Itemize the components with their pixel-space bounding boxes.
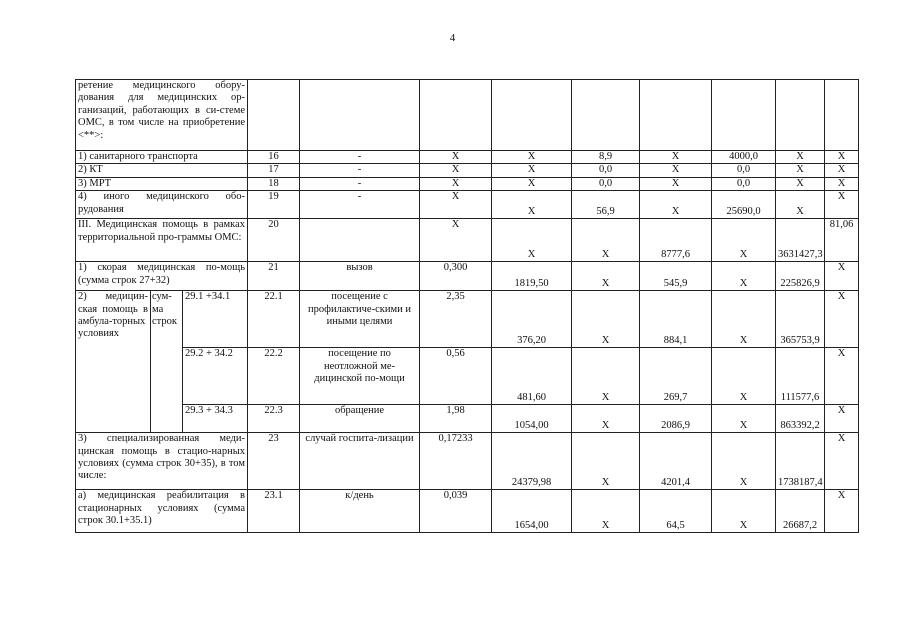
- row-name: 2) медицин-ская помощь в амбула-торных условиях: [76, 291, 151, 433]
- value-cell: 4000,0: [712, 151, 776, 164]
- row-name: ретение медицинского обору-дования для медицинских ор-ганизаций, работающих в си-стеме ОМС, в том числе на приобретение <**>:: [76, 80, 248, 151]
- row-name-sub: сум-ма строк: [151, 291, 183, 433]
- line-code: 17: [248, 164, 300, 177]
- cost-cell: X: [492, 191, 572, 219]
- value-cell: X: [712, 291, 776, 348]
- page-number: 4: [449, 32, 456, 44]
- unit-cell: вызов: [300, 262, 420, 291]
- line-code: 23: [248, 433, 300, 490]
- table-row: [76, 219, 859, 262]
- value-cell: 64,5: [640, 490, 712, 533]
- cost-cell: X: [492, 219, 572, 262]
- unit-cell: посещение по неотложной ме-дицинской по-мощи: [300, 348, 420, 405]
- norm-cell: 0,039: [420, 490, 492, 533]
- percent-cell: X: [825, 164, 859, 177]
- percent-cell: X: [825, 433, 859, 490]
- unit-cell: -: [300, 191, 420, 219]
- line-code: 18: [248, 177, 300, 190]
- percent-cell: 81,06: [825, 219, 859, 262]
- row-name: 3) специализированная меди-цинская помощь в стацио-нарных условиях (сумма строк 30+35), в том числе:: [76, 433, 248, 490]
- value-cell: 545,9: [640, 262, 712, 291]
- value-cell: 26687,2: [776, 490, 825, 533]
- norm-cell: 1,98: [420, 405, 492, 433]
- norm-cell: 0,300: [420, 262, 492, 291]
- norm-cell: 2,35: [420, 291, 492, 348]
- value-cell: X: [776, 177, 825, 190]
- unit-cell: -: [300, 177, 420, 190]
- norm-cell: 0,17233: [420, 433, 492, 490]
- value-cell: 8,9: [572, 151, 640, 164]
- unit-cell: случай госпита-лизации: [300, 433, 420, 490]
- row-name: 2) КТ: [76, 164, 248, 177]
- percent-cell: X: [825, 191, 859, 219]
- line-code: 21: [248, 262, 300, 291]
- value-cell: X: [572, 219, 640, 262]
- table-row: [76, 262, 859, 291]
- line-code: 20: [248, 219, 300, 262]
- row-name: 3) МРТ: [76, 177, 248, 190]
- value-cell: 1738187,4: [776, 433, 825, 490]
- percent-cell: X: [825, 177, 859, 190]
- value-cell: X: [776, 151, 825, 164]
- unit-cell: к/день: [300, 490, 420, 533]
- table-row: [76, 177, 859, 190]
- unit-cell: -: [300, 151, 420, 164]
- value-cell: 56,9: [572, 191, 640, 219]
- table-row: [76, 490, 859, 533]
- table-row: [76, 164, 859, 177]
- value-cell: X: [572, 433, 640, 490]
- percent-cell: X: [825, 490, 859, 533]
- line-code: 22.1: [248, 291, 300, 348]
- line-code: 16: [248, 151, 300, 164]
- value-cell: X: [572, 348, 640, 405]
- value-cell: 0,0: [572, 164, 640, 177]
- norm-cell: X: [420, 219, 492, 262]
- table-row: [76, 405, 859, 433]
- cost-cell: 1054,00: [492, 405, 572, 433]
- line-code: 22.3: [248, 405, 300, 433]
- line-code: 22.2: [248, 348, 300, 405]
- cost-cell: 1654,00: [492, 490, 572, 533]
- table-row: [76, 80, 859, 151]
- value-cell: X: [640, 151, 712, 164]
- norm-cell: X: [420, 164, 492, 177]
- table-row: [76, 348, 859, 405]
- percent-cell: X: [825, 405, 859, 433]
- percent-cell: X: [825, 151, 859, 164]
- sub-lines: 29.1 +34.1: [183, 291, 248, 348]
- value-cell: 863392,2: [776, 405, 825, 433]
- unit-cell: обращение: [300, 405, 420, 433]
- sub-lines: 29.3 + 34.3: [183, 405, 248, 433]
- value-cell: X: [712, 262, 776, 291]
- cost-cell: 481,60: [492, 348, 572, 405]
- row-name: 1) скорая медицинская по-мощь (сумма строк 27+32): [76, 262, 248, 291]
- percent-cell: X: [825, 291, 859, 348]
- value-cell: X: [640, 164, 712, 177]
- budget-table: [75, 79, 859, 533]
- percent-cell: X: [825, 262, 859, 291]
- row-name: 1) санитарного транспорта: [76, 151, 248, 164]
- value-cell: 269,7: [640, 348, 712, 405]
- table-row: [76, 291, 859, 348]
- cost-cell: X: [492, 151, 572, 164]
- unit-cell: посещение с профилактиче-скими и иными целями: [300, 291, 420, 348]
- norm-cell: X: [420, 151, 492, 164]
- row-name: 4) иного медицинского обо-рудования: [76, 191, 248, 219]
- value-cell: 3631427,3: [776, 219, 825, 262]
- value-cell: X: [776, 164, 825, 177]
- value-cell: 0,0: [572, 177, 640, 190]
- value-cell: 4201,4: [640, 433, 712, 490]
- row-name: а) медицинская реабилитация в стационарных условиях (сумма строк 30.1+35.1): [76, 490, 248, 533]
- value-cell: 0,0: [712, 177, 776, 190]
- row-name: III. Медицинская помощь в рамках территориальной про-граммы ОМС:: [76, 219, 248, 262]
- table-row: [76, 191, 859, 219]
- unit-cell: [300, 219, 420, 262]
- value-cell: X: [712, 490, 776, 533]
- value-cell: 225826,9: [776, 262, 825, 291]
- value-cell: X: [712, 348, 776, 405]
- sub-lines: 29.2 + 34.2: [183, 348, 248, 405]
- table-row: [76, 433, 859, 490]
- value-cell: 111577,6: [776, 348, 825, 405]
- unit-cell: -: [300, 164, 420, 177]
- norm-cell: X: [420, 191, 492, 219]
- value-cell: X: [712, 433, 776, 490]
- value-cell: 25690,0: [712, 191, 776, 219]
- value-cell: X: [572, 262, 640, 291]
- table-row: [76, 151, 859, 164]
- cost-cell: 24379,98: [492, 433, 572, 490]
- cost-cell: 376,20: [492, 291, 572, 348]
- value-cell: X: [712, 219, 776, 262]
- value-cell: X: [712, 405, 776, 433]
- value-cell: 884,1: [640, 291, 712, 348]
- cost-cell: X: [492, 177, 572, 190]
- percent-cell: X: [825, 348, 859, 405]
- line-code: 19: [248, 191, 300, 219]
- value-cell: 365753,9: [776, 291, 825, 348]
- cost-cell: 1819,50: [492, 262, 572, 291]
- line-code: 23.1: [248, 490, 300, 533]
- value-cell: X: [640, 191, 712, 219]
- value-cell: X: [572, 291, 640, 348]
- value-cell: 0,0: [712, 164, 776, 177]
- norm-cell: X: [420, 177, 492, 190]
- value-cell: 8777,6: [640, 219, 712, 262]
- value-cell: X: [572, 405, 640, 433]
- cost-cell: X: [492, 164, 572, 177]
- norm-cell: 0,56: [420, 348, 492, 405]
- value-cell: X: [572, 490, 640, 533]
- value-cell: 2086,9: [640, 405, 712, 433]
- value-cell: X: [776, 191, 825, 219]
- value-cell: X: [640, 177, 712, 190]
